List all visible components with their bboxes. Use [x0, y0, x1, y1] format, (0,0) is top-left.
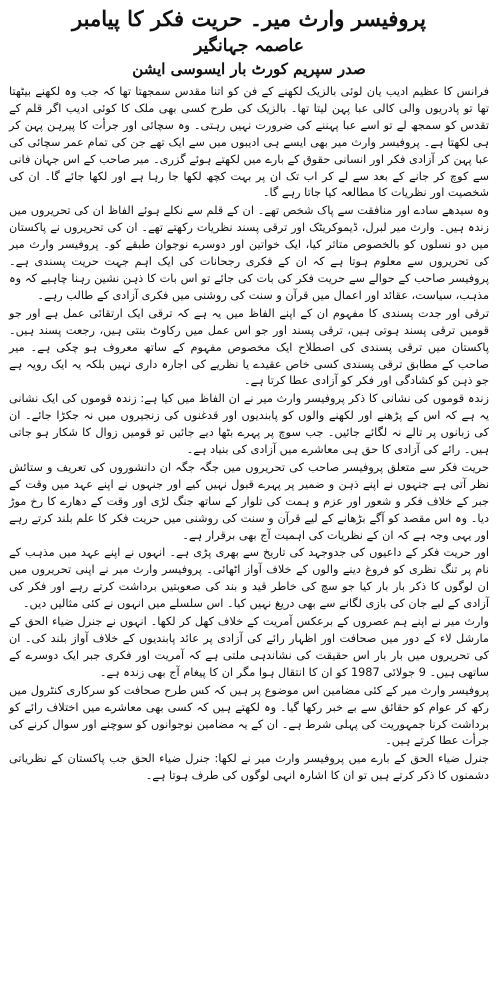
paragraph: وہ سیدھے سادے اور منافقت سے پاک شخص تھے۔ ان کے قلم سے نکلے ہوئے الفاظ ان کی تحریروں میں زندہ ہیں۔ وارث میر لبرل، ڈیموکریٹک اور ترقی پسند نظریات رکھتے تھے۔ ان کی تحریروں نے پاکستان میں دو نسلوں کو بالخصوص متاثر کیا، ایک خواتین اور دوسرے نوجوان طبقے کو۔ پروفیسر وارث میر کی تحریروں سے معلوم ہوتا ہے کہ ان کے فکری رجحانات کی ایک اہم جہت حریت پسندی ہے۔ پروفیسر صاحب کے حوالے سے حریت فکر کی بات کی جائے تو اس بات کا ذہن نشین رہنا چاہیے کہ وہ مذہب، سیاست، عقائد اور اعمال میں قرآن و سنت کی روشنی میں فکری آزادی کے طالب رہے۔: [9, 204, 489, 302]
paragraph: وارث میر نے اپنے ہم عصروں کے برعکس آمریت کے خلاف کھل کر لکھا۔ انہوں نے جنرل ضیاء الحق کے مارشل لاء کے دور میں صحافت اور اظہار رائے کی آزادی پر عائد پابندیوں کے خلاف آواز بلند کی۔ ان کی تحریروں میں بار بار اس حقیقت کی نشاندہی ملتی ہے کہ آمریت اور فکری جبر ایک دوسرے کے ساتھی ہیں۔ 9 جولائی 1987 کو ان کا انتقال ہوا مگر ان کا پیغام آج بھی زندہ ہے۔: [9, 615, 489, 679]
paragraph: حریت فکر سے متعلق پروفیسر صاحب کی تحریروں میں جگہ جگہ ان دانشوروں کی تعریف و ستائش نظر آتی ہے جنہوں نے اپنے ذہن و ضمیر پر پہرے قبول نہیں کیے اور جنہوں نے اپنے عہد میں وقت کے جبر کے خلاف فکر و شعور اور عزم و ہمت کی تلوار کے ساتھ جنگ لڑی اور وقت کے دھارے کا رخ موڑ دیا۔ وہ اس مقصد کو آگے بڑھانے کے لیے قرآن و سنت کی روشنی میں حریت فکر کا علم بلند کرتے رہے اور یہی وجہ ہے کہ ان کے نظریات کی اہمیت آج بھی برقرار ہے۔: [9, 460, 489, 542]
article-body: [9, 84, 489, 785]
paragraph: جنرل ضیاء الحق کے بارے میں پروفیسر وارث میر نے لکھا: جنرل ضیاء الحق جب پاکستان کے نظریاتی دشمنوں کا ذکر کرتے ہیں تو ان کا اشارہ انہی لوگوں کی طرف ہوتا ہے۔: [9, 752, 489, 783]
author-role: صدر سپریم کورٹ بار ایسوسی ایشن: [132, 60, 366, 78]
paragraph: زندہ قوموں کی نشانی کا ذکر پروفیسر وارث میر نے ان الفاظ میں کیا ہے: زندہ قوموں کی ایک نشانی یہ ہے کہ اس کے پڑھنے اور لکھنے والوں کو پابندیوں اور قدغنوں کی زنجیروں میں نہ جکڑا جائے۔ ان کی زبانوں پر تالے نہ لگائے جائیں۔ جب سوچ پر پہرے بٹھا دیے جائیں تو قومیں زوال کا شکار ہو جاتی ہیں۔ رائے کی آزادی کا حق ہی معاشرے میں آزادی کی بنیاد ہے۔: [9, 392, 489, 457]
paragraph: اور حریت فکر کے داعیوں کی جدوجہد کی تاریخ سے بھری پڑی ہے۔ انہوں نے اپنے عہد میں مذہب کے نام پر تنگ نظری کو فروغ دینے والوں کے خلاف آواز اٹھائی۔ پروفیسر وارث میر نے اپنی تحریروں میں ان لوگوں کا ذکر بار بار کیا جو سچ کی خاطر قید و بند کی صعوبتیں برداشت کرتے رہے اور فکر کی آزادی کے لیے جان کی بازی لگانے سے بھی دریغ نہیں کیا۔ اس سلسلے میں انہوں نے کئی مثالیں دیں۔: [9, 546, 489, 611]
article-title: پروفیسر وارث میر۔ حریت فکر کا پیامبر: [72, 6, 426, 31]
paragraph: ترقی اور جدت پسندی کا مفہوم ان کے اپنے الفاظ میں یہ ہے کہ ترقی ایک ارتقائی عمل ہے اور جو قومیں ترقی پسند ہوتی ہیں، ترقی پسند اور جو اس عمل میں رکاوٹ بنتی ہیں، رجعت پسند ہیں۔ پاکستان میں ترقی پسندی کی اصطلاح ایک مخصوص مفہوم کے ساتھ معروف ہو چکی ہے۔ میر صاحب کے مطابق ترقی پسندی کسی خاص عقیدے یا نظریے کی اجارہ داری نہیں بلکہ یہ ایک رویہ ہے جو ذہن کو کشادگی اور فکر کو آزادی عطا کرتا ہے۔: [9, 306, 489, 388]
paragraph: پروفیسر وارث میر کے کئی مضامین اس موضوع پر ہیں کہ کس طرح صحافت کو سرکاری کنٹرول میں رکھ کر عوام کو حقائق سے بے خبر رکھا گیا۔ وہ لکھتے ہیں کہ کسی بھی معاشرے میں اختلاف رائے کو برداشت کرنا جمہوریت کی پہلی شرط ہے۔ ان کے یہ مضامین نوجوانوں کو سوچنے اور سوال کرنے کی جرأت عطا کرتے ہیں۔: [9, 683, 489, 748]
paragraph: فرانس کا عظیم ادیب یان لوئی بالزیک لکھنے کے فن کو اتنا مقدس سمجھتا تھا کہ جب وہ لکھنے بیٹھتا تھا تو پادریوں والی کالی عبا پہن لیتا تھا۔ بالزیک کی طرح کسی بھی ملک کا کوئی ادیب اگر قلم کے تقدس کو سمجھ لے تو اسے عبا پہننے کی ضرورت نہیں رہتی۔ وہ سچائی اور جرأت کا پیرہن پہن کر ہی لکھتا ہے۔ پروفیسر وارث میر بھی ایسے ہی ادیبوں میں سے ایک تھے جن کی تمام عمر سچائی کی عبا پہن کر آزادی فکر اور انسانی حقوق کے بارے میں لکھتے ہوئے گزری۔ میر صاحب کے اس جہان فانی سے کوچ کر جانے کے بعد سے لے کر اب تک ان پر بہت کچھ لکھا جا رہا ہے اور لکھا جائے گا۔ ان کی شخصیت اور نظریات کا مطالعہ کیا جاتا رہے گا۔: [9, 85, 489, 200]
author-name: عاصمہ جہانگیر: [194, 36, 304, 56]
